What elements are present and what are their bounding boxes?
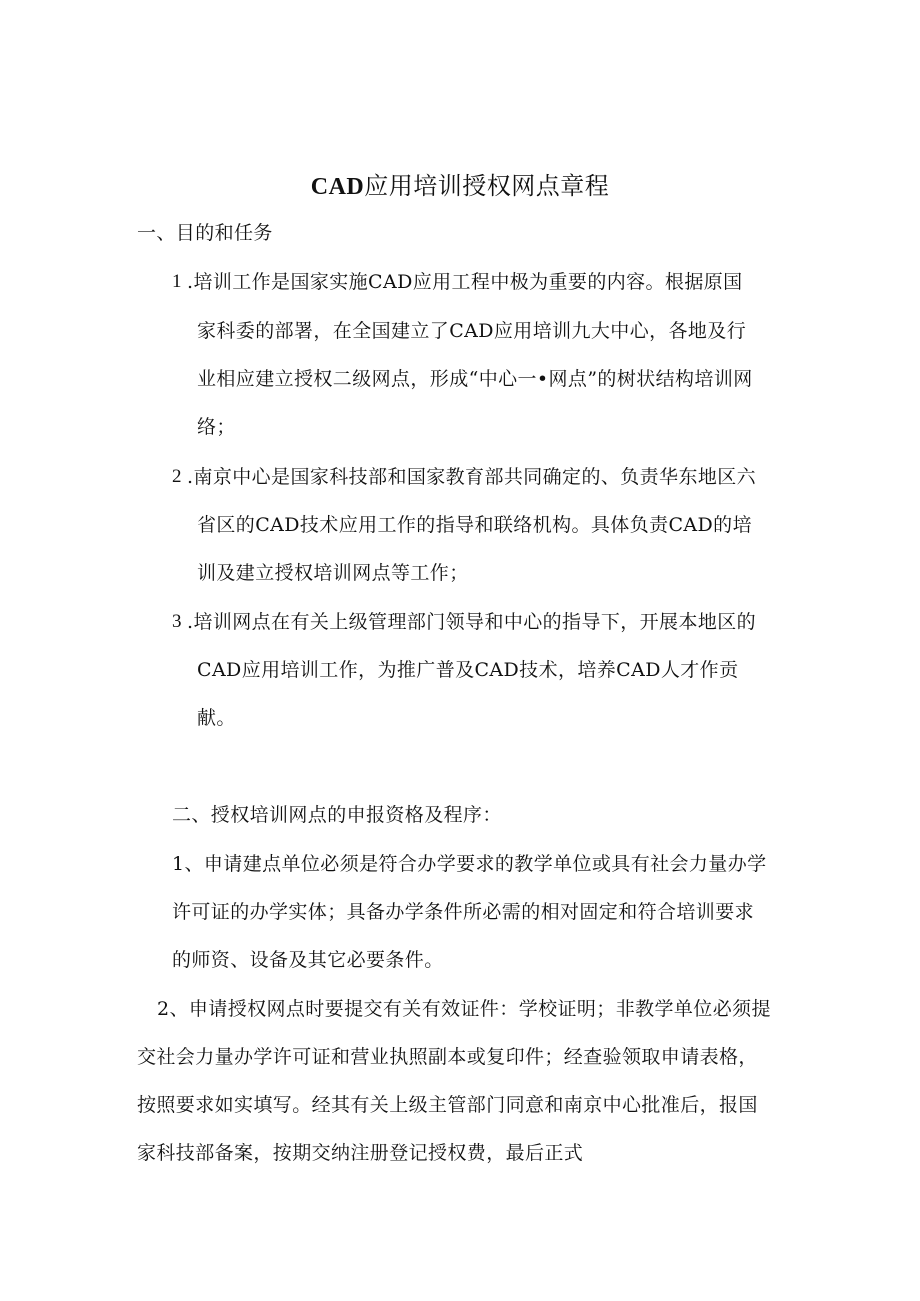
item3-line1: .培训网点在有关上级管理部门领导和中心的指导下，开展本地区的 <box>187 611 757 633</box>
section2-item2-line3: 按照要求如实填写。经其有关上级主管部门同意和南京中心批准后，报国 <box>137 1094 758 1116</box>
item1-line3: 业相应建立授权二级网点，形成“中心一•网点”的树状结构培训网 <box>197 368 753 390</box>
item1-line1: .培训工作是国家实施CAD应用工程中极为重要的内容。根据原国 <box>187 271 743 293</box>
section2-item2-line2: 交社会力量办学许可证和营业执照副本或复印件；经查验领取申请表格， <box>137 1046 758 1068</box>
item1-line4: 络； <box>197 416 236 438</box>
document-title <box>0 168 920 205</box>
section2-item1-line3: 的师资、设备及其它必要条件。 <box>172 949 444 971</box>
item2-number: 2 <box>172 466 182 487</box>
section2-item2-line4: 家科技部备案，按期交纳注册登记授权费，最后正式 <box>137 1142 584 1164</box>
section2-item1-line1: 1、申请建点单位必须是符合办学要求的教学单位或具有社会力量办学 <box>172 853 767 875</box>
section2-item1-line2: 许可证的办学实体；具备办学条件所必需的相对固定和符合培训要求 <box>172 901 755 923</box>
item2-line1: .南京中心是国家科技部和国家教育部共同确定的、负责华东地区六 <box>187 466 757 488</box>
item2-line2: 省区的CAD技术应用工作的指导和联络机构。具体负责CAD的培 <box>197 514 752 536</box>
item3-number: 3 <box>172 611 182 632</box>
item1-number: 1 <box>172 271 182 292</box>
title-latin: CAD <box>310 174 365 200</box>
item3-line2: CAD应用培训工作，为推广普及CAD技术，培养CAD人才作贡 <box>197 659 739 681</box>
item1-line2: 家科委的部署，在全国建立了CAD应用培训九大中心，各地及行 <box>197 320 747 342</box>
title-text: 应用培训授权网点章程 <box>364 172 610 200</box>
section2-item2-line1: 2、申请授权网点时要提交有关有效证件：学校证明；非教学单位必须提 <box>157 998 771 1020</box>
item3-line3: 献。 <box>197 707 236 729</box>
item2-line3: 训及建立授权培训网点等工作； <box>197 562 469 584</box>
section2-heading: 二、授权培训网点的申报资格及程序： <box>172 804 502 826</box>
section1-heading: 一、目的和任务 <box>137 222 273 244</box>
